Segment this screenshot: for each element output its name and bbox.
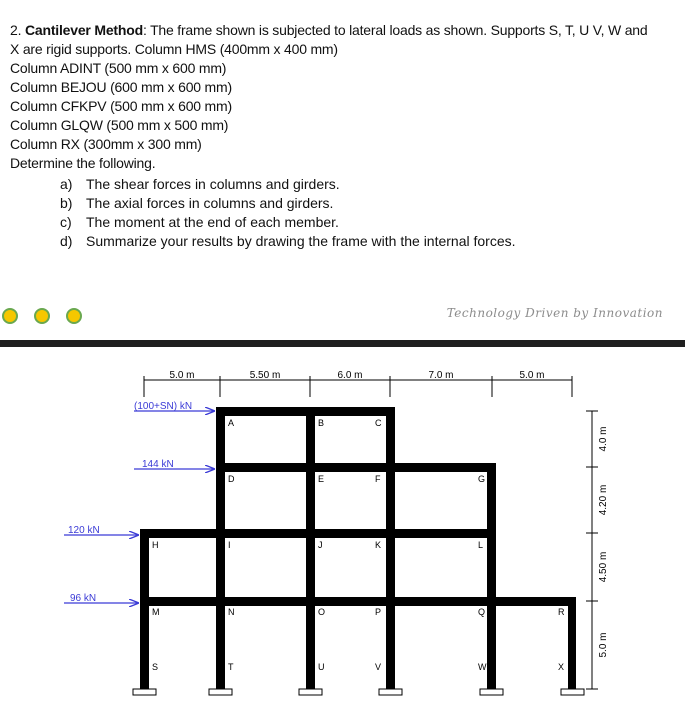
- fixed-support-t: [209, 689, 232, 695]
- column-cfkpv: [386, 407, 395, 689]
- column-spec-1: Column ADINT (500 mm x 600 mm): [10, 60, 227, 76]
- slide-divider: [0, 340, 685, 347]
- joint-label: C: [375, 418, 382, 428]
- frame-members: [140, 407, 576, 689]
- load-labels: [68, 401, 192, 604]
- height-label: 4.20 m: [598, 484, 609, 516]
- determine-line: Determine the following.: [10, 155, 156, 171]
- frame-diagram: [0, 347, 685, 700]
- joint-label: T: [228, 662, 234, 672]
- load-label: 144 kN: [142, 459, 174, 470]
- joint-label: V: [375, 662, 382, 672]
- joint-label: W: [478, 662, 487, 672]
- height-label: 4.0 m: [598, 426, 609, 452]
- fixed-support-v: [379, 689, 402, 695]
- load-label: (100+SN) kN: [134, 401, 193, 412]
- university-logos: [0, 308, 100, 338]
- joint-label: M: [152, 607, 160, 617]
- span-label: 5.50 m: [249, 370, 281, 381]
- task-text: Summarize your results by drawing the frame with the internal forces.: [86, 233, 516, 249]
- joint-label: L: [478, 540, 484, 550]
- girder-defg: [216, 463, 496, 472]
- fixed-support-s: [133, 689, 156, 695]
- column-spec-5: Column RX (300mm x 300 mm): [10, 136, 202, 152]
- task-a: [60, 175, 340, 194]
- joint-label: I: [228, 540, 231, 550]
- joint-label: O: [318, 607, 326, 617]
- joint-label: B: [318, 418, 325, 428]
- joint-label: R: [558, 607, 565, 617]
- task-b: [60, 194, 333, 213]
- university-seal-icon: [66, 308, 82, 324]
- joint-label: J: [318, 540, 323, 550]
- fixed-support-x: [561, 689, 584, 695]
- girder-hijkl: [140, 529, 496, 538]
- university-seal-icon: [2, 308, 18, 324]
- task-text: The moment at the end of each member.: [86, 214, 339, 230]
- joint-labels: [152, 418, 565, 672]
- joint-label: H: [152, 540, 159, 550]
- column-bejou: [306, 407, 315, 689]
- joint-label: E: [318, 474, 325, 484]
- joint-label: D: [228, 474, 235, 484]
- supports: [133, 689, 584, 695]
- problem-slide: [0, 0, 685, 340]
- span-label: 5.0 m: [169, 370, 195, 381]
- fixed-support-w: [480, 689, 503, 695]
- task-marker: c): [60, 214, 72, 230]
- joint-label: P: [375, 607, 382, 617]
- task-c: [60, 213, 339, 232]
- joint-label: N: [228, 607, 235, 617]
- task-marker: b): [60, 195, 73, 211]
- tagline: Technology Driven by Innovation: [446, 306, 663, 320]
- task-text: The shear forces in columns and girders.: [86, 176, 340, 192]
- task-text: The axial forces in columns and girders.: [86, 195, 334, 211]
- span-label: 7.0 m: [428, 370, 454, 381]
- joint-label: G: [478, 474, 486, 484]
- problem-number: 2.: [10, 22, 22, 38]
- joint-label: A: [228, 418, 235, 428]
- task-marker: a): [60, 176, 73, 192]
- height-label: 5.0 m: [598, 632, 609, 658]
- problem-heading: [10, 21, 647, 40]
- height-label: 4.50 m: [598, 551, 609, 583]
- problem-intro: : The frame shown is subjected to lateral loads as shown. Supports S, T, U V, W and: [142, 22, 648, 38]
- joint-label: X: [558, 662, 565, 672]
- method-title: Cantilever Method: [24, 22, 143, 38]
- column-spec-4: Column GLQW (500 mm x 500 mm): [10, 117, 229, 133]
- column-hms: [140, 529, 149, 689]
- joint-label: U: [318, 662, 325, 672]
- joint-label: Q: [478, 607, 486, 617]
- task-d: [60, 232, 516, 251]
- column-glqw: [487, 463, 496, 689]
- column-rx: [568, 597, 576, 689]
- fixed-support-u: [299, 689, 322, 695]
- girder-abc: [216, 407, 394, 416]
- span-label: 5.0 m: [519, 370, 545, 381]
- joint-label: F: [375, 474, 381, 484]
- column-adint: [216, 407, 225, 689]
- span-label: 6.0 m: [337, 370, 363, 381]
- joint-label: K: [375, 540, 382, 550]
- joint-label: S: [152, 662, 159, 672]
- load-label: 120 kN: [68, 525, 100, 536]
- problem-line-2: X are rigid supports. Column HMS (400mm x 400 mm): [10, 41, 338, 57]
- university-seal-icon: [34, 308, 50, 324]
- column-spec-3: Column CFKPV (500 mm x 600 mm): [10, 98, 232, 114]
- frame-svg: [0, 347, 685, 700]
- girder-mnopqr: [140, 597, 576, 606]
- task-marker: d): [60, 233, 73, 249]
- column-spec-2: Column BEJOU (600 mm x 600 mm): [10, 79, 232, 95]
- load-label: 96 kN: [70, 593, 97, 604]
- lateral-loads: [64, 411, 214, 603]
